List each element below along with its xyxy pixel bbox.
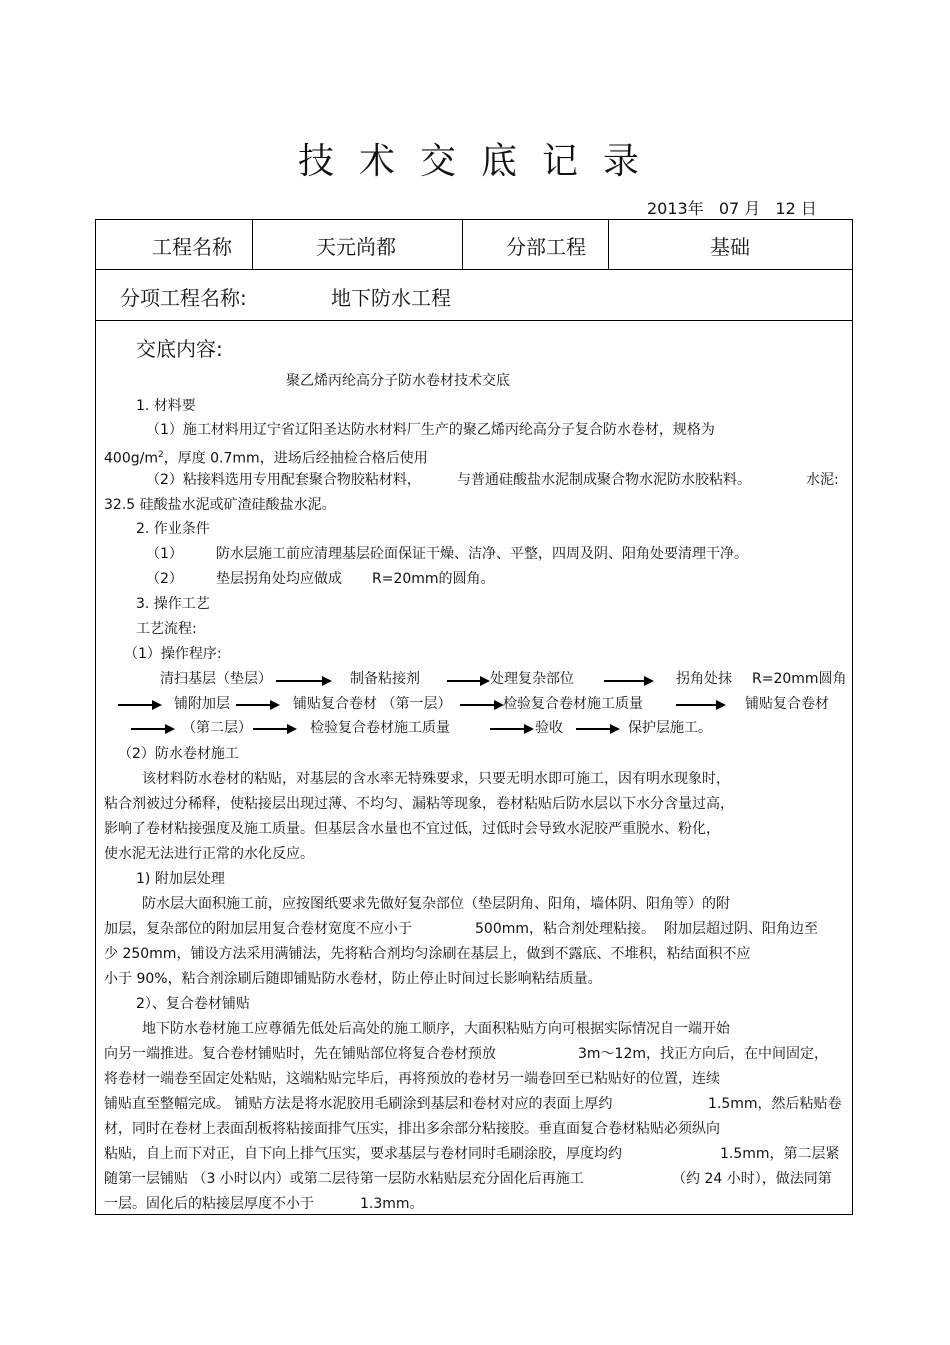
paragraph-line: 加层，复杂部位的附加层用复合卷材宽度不应小于 (104, 921, 412, 937)
subsection-title: 1) 附加层处理 (136, 871, 225, 887)
flow-step: R=20mm圆角 (752, 671, 847, 687)
paragraph-line: 防水层大面积施工前，应按图纸要求先做好复杂部位（垫层阴角、阳角，墙体阴、阳角等）的附 (142, 896, 730, 912)
paragraph-line: 将卷材一端卷至固定处粘贴，这端粘贴完毕后，再将预放的卷材另一端卷回至已粘贴好的位置，连续 (104, 1071, 720, 1087)
project-name-value: 天元尚都 (316, 235, 396, 259)
paragraph-line: 水泥: (806, 472, 839, 488)
flow-step: 保护层施工。 (628, 720, 712, 736)
subsection-title: 2）、复合卷材铺贴 (136, 996, 250, 1012)
flow-step: 拐角处抹 (676, 671, 732, 687)
table-row1-border (95, 269, 853, 270)
date-month: 07 (718, 199, 740, 218)
table-right-border (852, 219, 853, 1214)
list-number: （2） (146, 571, 183, 587)
table-col-divider (608, 219, 609, 269)
table-left-border (95, 219, 96, 1214)
arrow-icon (118, 704, 160, 706)
paragraph-line: （1）施工材料用辽宁省辽阳圣达防水材料厂生产的聚乙烯丙纶高分子复合防水卷材，规格为 (146, 422, 715, 438)
paragraph-line: 500mm，粘合剂处理粘接。 (475, 921, 655, 937)
date-year: 2013 (647, 199, 688, 218)
arrow-icon (460, 704, 502, 706)
sub-item-label: 分项工程名称: (120, 286, 247, 310)
paragraph-line: 使水泥无法进行正常的水化反应。 (104, 846, 314, 862)
table-col-divider (252, 219, 253, 269)
date-year-unit: 年 (687, 199, 704, 218)
arrow-icon (276, 680, 330, 682)
record-date (647, 196, 817, 219)
paragraph-line: （约 24 小时），做法同第 (672, 1171, 832, 1187)
flow-step: （第二层） (182, 720, 252, 736)
paragraph-line: 粘贴，自上而下对正，自下向上排气压实，要求基层与卷材同时毛刷涂胶，厚度均约 (104, 1146, 622, 1162)
arrow-icon (676, 704, 724, 706)
paragraph-line (104, 446, 428, 469)
division-value: 基础 (710, 235, 750, 259)
table-bottom-border (95, 1214, 853, 1215)
paragraph-line: 3m～12m，找正方向后，在中间固定， (578, 1046, 828, 1062)
flow-step: 检验复合卷材施工质量 (503, 696, 643, 712)
flow-step: 清扫基层（垫层） (160, 671, 272, 687)
table-row2-border (95, 320, 853, 321)
paragraph-line: R=20mm的圆角。 (372, 571, 495, 587)
paragraph-line: 1.3mm。 (360, 1196, 424, 1212)
flow-step: 铺附加层 (174, 696, 230, 712)
table-top-border (95, 219, 853, 220)
arrow-icon (131, 728, 173, 730)
flow-step: 处理复杂部位 (490, 671, 574, 687)
flow-step: 铺贴复合卷材 （第一层） (293, 696, 452, 712)
section-title: 1. 材料要 (136, 398, 196, 414)
sub-item-value: 地下防水工程 (331, 286, 451, 310)
date-month-unit: 月 (744, 199, 761, 218)
arrow-icon (447, 680, 488, 682)
paragraph-line: 该材料防水卷材的粘贴，对基层的含水率无特殊要求，只要无明水即可施工，因有明水现象时， (142, 771, 730, 787)
paragraph-line: （2）粘接料选用专用配套聚合物胶粘材料， (146, 472, 421, 488)
paragraph-line: 防水层施工前应清理基层砼面保证干燥、洁净、平整，四周及阴、阳角处要清理干净。 (216, 546, 748, 562)
paragraph-line: 向另一端推进。复合卷材铺贴时，先在铺贴部位将复合卷材预放 (104, 1046, 496, 1062)
section-title: 3. 操作工艺 (136, 596, 210, 612)
project-name-label: 工程名称 (152, 235, 232, 259)
table-col-divider (462, 219, 463, 269)
paragraph-line: 材，同时在卷材上表面刮板将粘接面排气压实，排出多余部分粘接胶。垂直面复合卷材粘贴必须纵向 (104, 1121, 720, 1137)
division-label: 分部工程 (506, 235, 586, 259)
paragraph-line: 垫层拐角处均应做成 (216, 571, 342, 587)
paragraph-line: 1.5mm，第二层紧 (720, 1146, 840, 1162)
paragraph-line: 影响了卷材粘接强度及施工质量。但基层含水量也不宜过低，过低时会导致水泥胶严重脱水、粉化， (104, 821, 720, 837)
paragraph-line: 一层。固化后的粘接层厚度不小于 (104, 1196, 314, 1212)
paragraph-line: 附加层超过阴、阳角边至 (664, 921, 818, 937)
arrow-icon (253, 728, 295, 730)
flow-step: 验收 (535, 720, 563, 736)
paragraph-line: 少 250mm，铺设方法采用满铺法，先将粘合剂均匀涂刷在基层上，做到不露底、不堆积，粘结面积不应 (104, 946, 751, 962)
paragraph-line: （1）操作程序: (124, 646, 222, 662)
list-number: （1） (146, 546, 183, 562)
flow-step: 铺贴复合卷材 (745, 696, 829, 712)
paragraph-line: 1.5mm，然后粘贴卷 (708, 1096, 842, 1112)
date-day: 12 (775, 199, 796, 218)
paragraph-line: 工艺流程: (136, 621, 197, 637)
text-span: ，厚度 0.7mm，进场后经抽检合格后使用 (163, 450, 428, 467)
page-title: 技术交底记录 (298, 141, 665, 182)
paragraph-line: 粘合剂被过分稀释，使粘接层出现过薄、不均匀、漏粘等现象，卷材粘贴后防水层以下水分含量过高， (104, 796, 734, 812)
flow-step: 检验复合卷材施工质量 (310, 720, 450, 736)
paragraph-line: 随第一层铺贴 （3 小时以内）或第二层待第一层防水粘贴层充分固化后再施工 (104, 1171, 584, 1187)
section-title: （2）防水卷材施工 (118, 746, 239, 762)
content-heading: 聚乙烯丙纶高分子防水卷材技术交底 (286, 373, 510, 389)
arrow-icon (604, 680, 652, 682)
arrow-icon (236, 704, 278, 706)
paragraph-line: 小于 90%，粘合剂涂刷后随即铺贴防水卷材，防止停止时间过长影响粘结质量。 (104, 971, 602, 987)
arrow-icon (576, 728, 618, 730)
paragraph-line: 铺贴直至整幅完成。 铺贴方法是将水泥胶用毛刷涂到基层和卷材对应的表面上厚约 (104, 1096, 613, 1112)
superscript: 2 (157, 450, 164, 460)
paragraph-line: 与普通硅酸盐水泥制成聚合物水泥防水胶粘料。 (457, 472, 751, 488)
date-day-unit: 日 (800, 199, 817, 218)
section-title: 2. 作业条件 (136, 521, 210, 537)
flow-step: 制备粘接剂 (350, 671, 420, 687)
content-label: 交底内容: (136, 337, 223, 361)
arrow-icon (490, 728, 532, 730)
text-span: 400g/m (104, 450, 158, 467)
paragraph-line: 32.5 硅酸盐水泥或矿渣硅酸盐水泥。 (104, 497, 336, 513)
paragraph-line: 地下防水卷材施工应尊循先低处后高处的施工顺序，大面积粘贴方向可根据实际情况自一端开始 (142, 1021, 730, 1037)
